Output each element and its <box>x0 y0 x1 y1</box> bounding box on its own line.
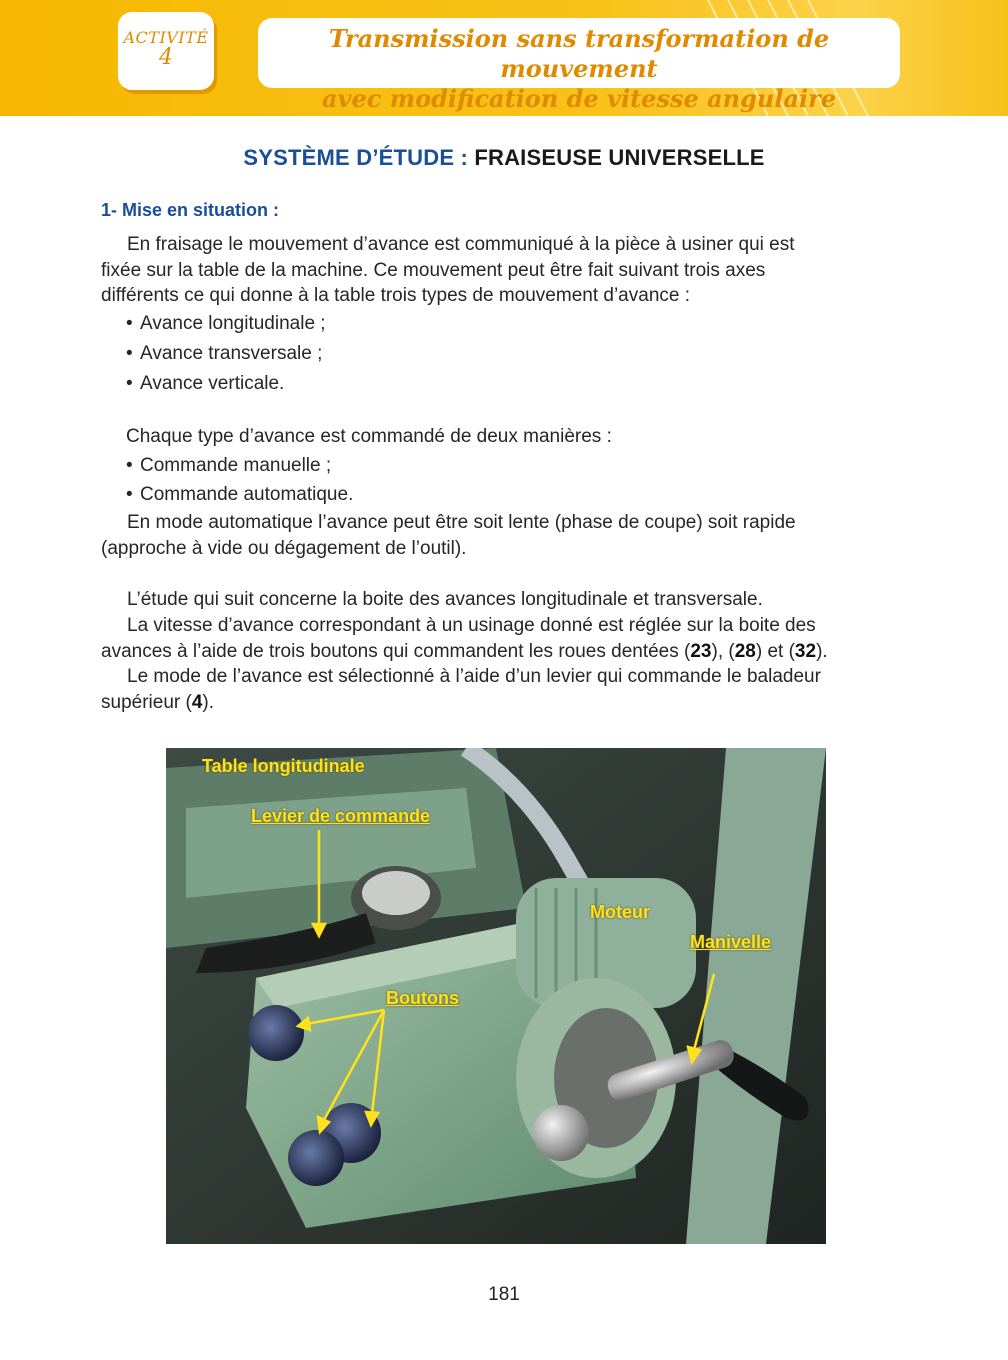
chapter-title-line1: Transmission sans transformation de mouvement <box>328 24 830 83</box>
list-item: • Avance transversale ; <box>126 343 323 364</box>
label-levier-de-commande: Levier de commande <box>251 806 431 826</box>
bullet-icon: • <box>126 343 133 364</box>
list-item: • Commande automatique. <box>126 484 354 505</box>
chapter-title <box>258 18 900 113</box>
section-heading: 1- Mise en situation : <box>101 200 280 220</box>
vitesse-paragraph: La vitesse d’avance correspondant à un usinage donné est réglée sur la boite des avances à l’aide de trois boutons qui commandent les roues dentées (23), (28) et (32). <box>101 615 828 662</box>
list-item: • Avance longitudinale ; <box>126 313 326 334</box>
mode-paragraph: Le mode de l’avance est sélectionné à l’aide d’un levier qui commande le baladeur supérieur (4). <box>101 666 821 713</box>
activity-badge <box>118 12 214 90</box>
etude-paragraph: L’étude qui suit concerne la boite des avances longitudinale et transversale. <box>127 589 763 610</box>
intro-paragraph <box>101 232 907 309</box>
bullet-icon: • <box>126 313 133 334</box>
list-item: • Commande manuelle ; <box>126 455 332 476</box>
bullet-icon: • <box>126 484 133 505</box>
label-moteur: Moteur <box>590 902 650 922</box>
intro-line1: En fraisage le mouvement d’avance est communiqué à la pièce à usiner qui est <box>127 234 795 255</box>
page-title <box>0 145 1008 171</box>
activity-number: 4 <box>159 45 173 70</box>
list-item: • Avance verticale. <box>126 373 285 394</box>
page-title-subject: FRAISEUSE UNIVERSELLE <box>474 145 765 170</box>
label-boutons: Boutons <box>386 988 459 1008</box>
commande-intro: Chaque type d’avance est commandé de deux manières : <box>126 426 612 447</box>
bullet-icon: • <box>126 373 133 394</box>
intro-line3: différents ce qui donne à la table trois types de mouvement d’avance : <box>101 285 691 307</box>
auto-paragraph: En mode automatique l’avance peut être soit lente (phase de coupe) soit rapide (approche à vide ou dégagement de l’outil). <box>101 512 796 559</box>
label-table-longitudinale: Table longitudinale <box>202 756 365 776</box>
page-title-prefix: SYSTÈME D’ÉTUDE : <box>243 145 469 170</box>
activity-label: ACTIVITÉ <box>123 28 209 47</box>
chapter-title-line2: avec modification de vitesse angulaire <box>321 84 837 113</box>
intro-line2: fixée sur la table de la machine. Ce mouvement peut être fait suivant trois axes <box>101 259 766 281</box>
page-number: 181 <box>488 1284 520 1305</box>
label-manivelle: Manivelle <box>690 932 772 952</box>
bullet-icon: • <box>126 455 133 476</box>
machine-photo <box>166 748 826 1244</box>
